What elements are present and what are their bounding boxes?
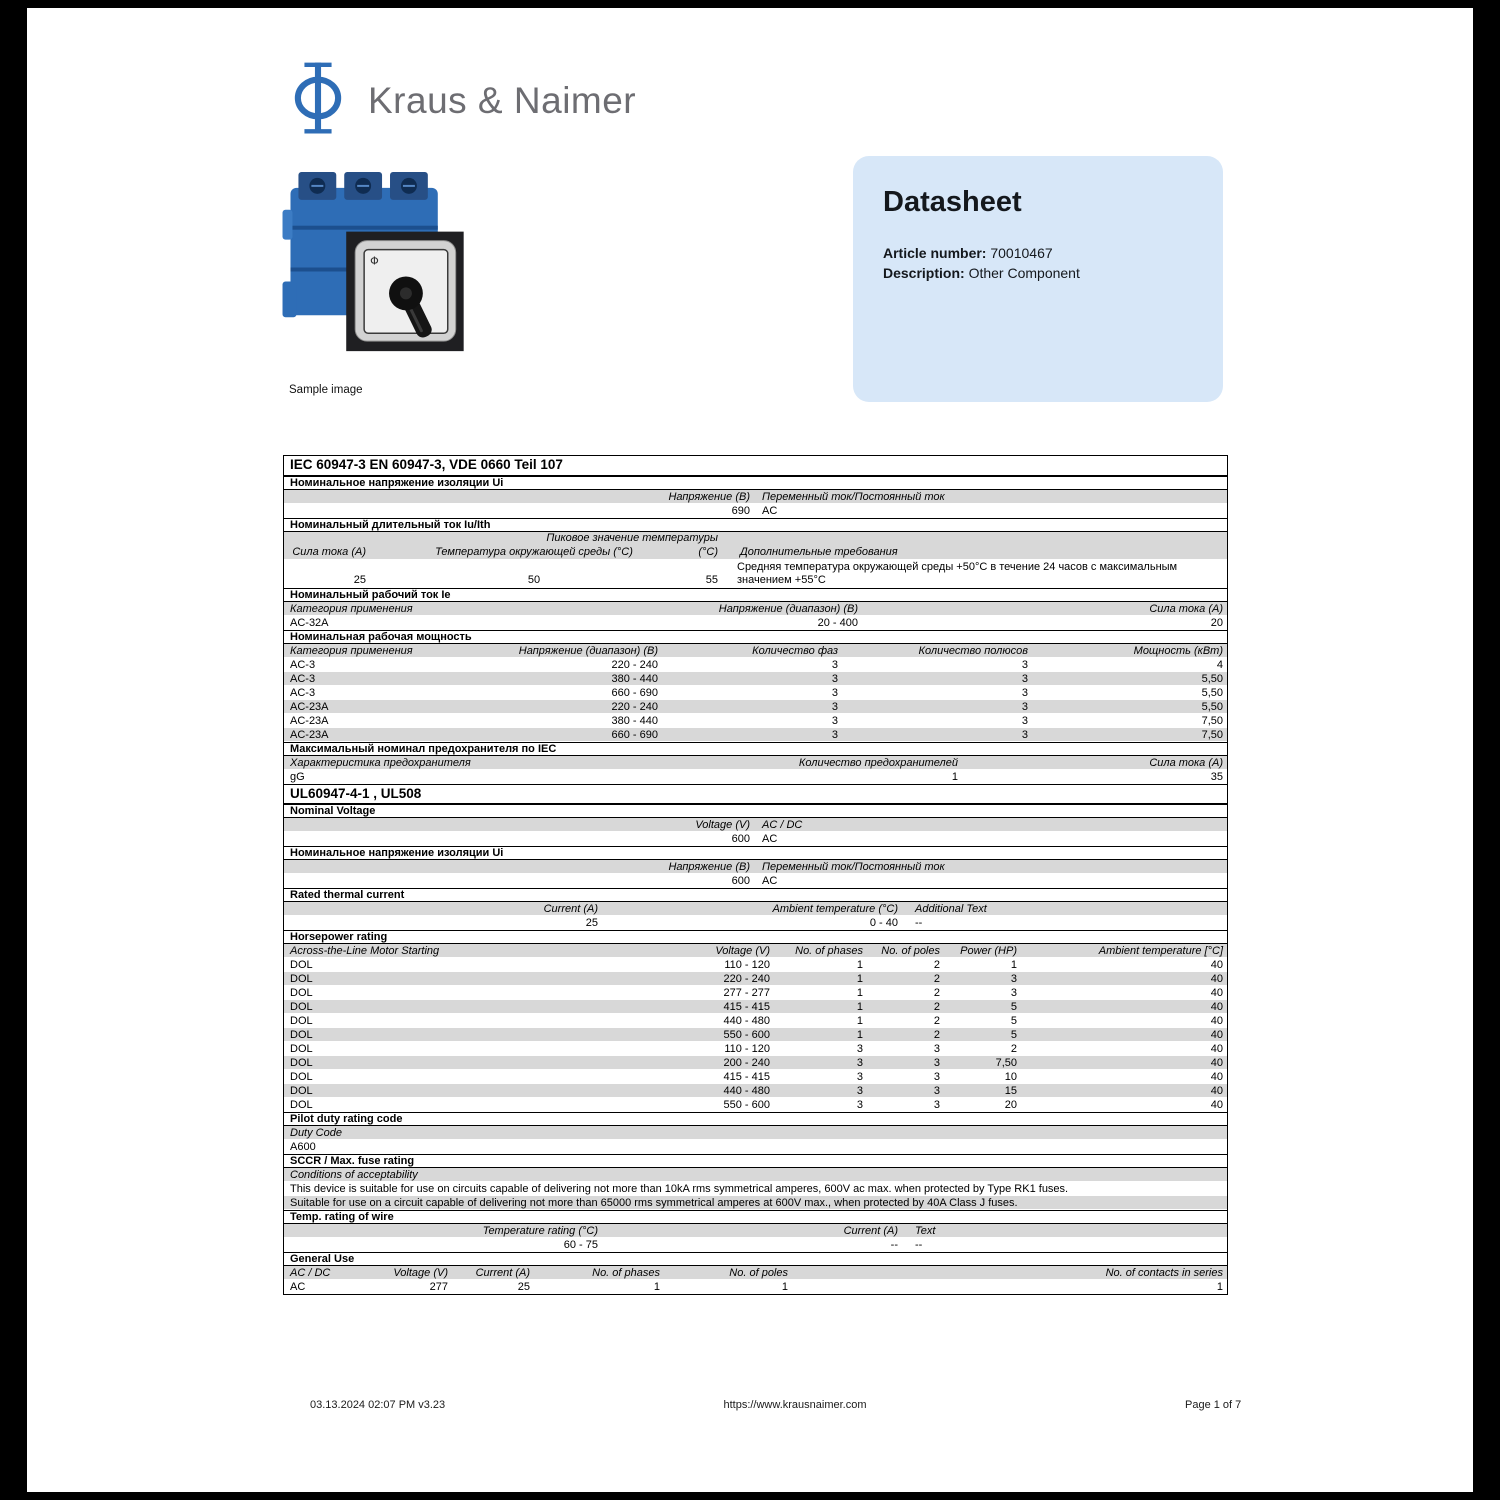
table-cell: 220 - 240 (611, 659, 658, 671)
column-header-row (284, 902, 1227, 916)
table-cell: 277 - 277 (723, 987, 770, 999)
data-row (284, 1028, 1227, 1042)
table-cell: 690 (731, 505, 750, 517)
datasheet-title: Datasheet (883, 186, 1022, 218)
table-cell: Temp. rating of wire (290, 1211, 394, 1223)
document-page (27, 8, 1473, 1492)
table-cell: Мощность (кВт) (1133, 645, 1223, 657)
footer-date-version: 03.13.2024 02:07 PM v3.23 (310, 1399, 446, 1411)
table-cell: 5,50 (1201, 701, 1223, 713)
column-header-row (284, 944, 1227, 958)
table-cell: 3 (1021, 659, 1028, 671)
table-cell: 1 (951, 771, 958, 783)
table-cell: IEC 60947-3 EN 60947-3, VDE 0660 Teil 107 (290, 457, 563, 472)
data-row (284, 1000, 1227, 1014)
subsection-header-row (284, 518, 1227, 532)
table-cell: 5 (1010, 1015, 1017, 1027)
table-cell: AC (762, 833, 778, 845)
table-cell: AC-3 (290, 673, 316, 685)
table-cell: 40 (1210, 1029, 1223, 1041)
data-row (284, 972, 1227, 986)
table-cell: 2 (933, 987, 940, 999)
subsection-header-row (284, 476, 1227, 490)
table-cell: Text (915, 1225, 936, 1237)
table-cell: 3 (1021, 729, 1028, 741)
table-cell: 20 - 400 (817, 617, 858, 629)
data-row (284, 700, 1227, 714)
table-cell: 220 - 240 (723, 973, 770, 985)
table-cell: Максимальный номинал предохранителя по IEC (290, 743, 557, 755)
table-cell: 5,50 (1201, 673, 1223, 685)
table-cell: Количество фаз (752, 645, 838, 657)
data-row (284, 728, 1227, 742)
table-cell: 40 (1210, 1001, 1223, 1013)
table-cell: DOL (290, 973, 313, 985)
table-cell: 1 (1010, 959, 1017, 971)
table-cell: 3 (1010, 987, 1017, 999)
table-cell: Current (A) (843, 1225, 898, 1237)
data-row (284, 616, 1227, 630)
spec-table (283, 455, 1228, 1295)
table-cell: Current (A) (543, 903, 598, 915)
table-cell: Voltage (V) (393, 1267, 448, 1279)
table-cell: 2 (933, 1029, 940, 1041)
table-cell: Temperature rating (°C) (482, 1225, 598, 1237)
table-cell: 380 - 440 (611, 715, 658, 727)
table-cell: Номинальный рабочий ток Ie (290, 589, 451, 601)
subsection-header-row (284, 930, 1227, 944)
table-cell: 3 (933, 1099, 940, 1111)
table-cell: 1 (653, 1281, 660, 1293)
table-cell: 3 (933, 1085, 940, 1097)
table-cell: Duty Code (290, 1127, 342, 1139)
table-cell: Voltage (V) (715, 945, 770, 957)
table-cell: 440 - 480 (723, 1015, 770, 1027)
table-cell: DOL (290, 959, 313, 971)
table-cell: 3 (1021, 673, 1028, 685)
table-cell: 3 (831, 715, 838, 727)
table-cell: 440 - 480 (723, 1085, 770, 1097)
data-row (284, 1196, 1227, 1210)
table-cell: DOL (290, 1099, 313, 1111)
data-row (284, 874, 1227, 888)
table-cell: 3 (831, 729, 838, 741)
table-cell: 4 (1216, 659, 1223, 671)
table-cell: AC-3 (290, 687, 316, 699)
subsection-header-row (284, 1154, 1227, 1168)
table-cell: AC (762, 505, 778, 517)
data-row (284, 958, 1227, 972)
table-cell: 15 (1004, 1085, 1017, 1097)
table-cell: No. of phases (795, 945, 863, 957)
table-cell: Переменный ток/Постоянный ток (762, 861, 945, 873)
table-cell: 3 (933, 1057, 940, 1069)
svg-text:Φ: Φ (370, 254, 379, 268)
table-cell: This device is suitable for use on circuits capable of delivering not more than 10kA rms symmetrical amperes, 600V ac max. when protected by Type RK1 fuses. (290, 1183, 1069, 1195)
table-cell: 3 (933, 1043, 940, 1055)
data-row (284, 916, 1227, 930)
column-header-row (284, 756, 1227, 770)
data-row (284, 686, 1227, 700)
table-cell: AC (290, 1281, 306, 1293)
table-cell: 200 - 240 (723, 1057, 770, 1069)
table-cell: 415 - 415 (723, 1071, 770, 1083)
table-cell: Средняя температура окружающей среды +50°C в течение 24 часов с максимальным значением +55°C (737, 561, 1178, 586)
table-cell: 7,50 (1201, 715, 1223, 727)
table-cell: Переменный ток/Постоянный ток (762, 491, 945, 503)
data-row (284, 1014, 1227, 1028)
description-line (883, 263, 1193, 283)
table-cell: 3 (831, 701, 838, 713)
column-header-row (284, 860, 1227, 874)
subsection-header-row (284, 1112, 1227, 1126)
table-cell: 3 (831, 659, 838, 671)
table-cell: Категория применения (290, 645, 413, 657)
table-cell: Дополнительные требования (740, 546, 898, 558)
table-cell: 25 (585, 917, 598, 929)
table-cell: AC / DC (762, 819, 803, 831)
table-cell: 3 (856, 1085, 863, 1097)
table-cell: DOL (290, 1001, 313, 1013)
table-cell: AC-23A (290, 715, 329, 727)
table-cell: 2 (933, 959, 940, 971)
table-cell: Nominal Voltage (290, 805, 376, 817)
table-cell: No. of contacts in series (1105, 1267, 1223, 1279)
table-cell: Сила тока (А) (292, 546, 366, 558)
datasheet-card (853, 156, 1223, 402)
table-cell: 3 (933, 1071, 940, 1083)
data-row (284, 832, 1227, 846)
footer-page-number: Page 1 of 7 (1185, 1399, 1242, 1411)
table-cell: Voltage (V) (695, 819, 750, 831)
table-cell: 0 - 40 (869, 917, 898, 929)
table-cell: 10 (1004, 1071, 1017, 1083)
table-cell: Suitable for use on a circuit capable of delivering not more than 65000 rms symmetrical amperes at 600V max., when protected by 40A Class J fuses. (290, 1197, 1018, 1209)
table-cell: 50 (527, 574, 541, 586)
table-cell: 2 (933, 973, 940, 985)
table-cell: UL60947-4-1 , UL508 (290, 786, 422, 801)
column-header-row (284, 532, 1227, 560)
table-cell: 3 (831, 673, 838, 685)
description-label: Description: (883, 265, 965, 281)
subsection-header-row (284, 804, 1227, 818)
table-cell: 25 (517, 1281, 530, 1293)
table-cell: 220 - 240 (611, 701, 658, 713)
table-cell: Категория применения (290, 603, 413, 615)
table-cell: -- (915, 1239, 923, 1251)
data-row (284, 560, 1227, 588)
data-row (284, 1140, 1227, 1154)
column-header-row (284, 1266, 1227, 1280)
table-cell: 5 (1010, 1029, 1017, 1041)
table-cell: 415 - 415 (723, 1001, 770, 1013)
data-row (284, 658, 1227, 672)
table-cell: 35 (1210, 771, 1223, 783)
table-cell: 3 (1010, 973, 1017, 985)
table-cell: 1 (1216, 1281, 1223, 1293)
table-cell: Напряжение (диапазон) (В) (718, 603, 858, 615)
table-cell: DOL (290, 1015, 313, 1027)
subsection-header-row (284, 888, 1227, 902)
table-cell: 40 (1210, 959, 1223, 971)
data-row (284, 1280, 1227, 1294)
table-cell: SCCR / Max. fuse rating (290, 1155, 415, 1167)
table-cell: 1 (781, 1281, 788, 1293)
subsection-header-row (284, 846, 1227, 860)
article-number-label: Article number: (883, 245, 987, 261)
column-header-row (284, 602, 1227, 616)
column-header-row (284, 490, 1227, 504)
table-cell: Номинальная рабочая мощность (290, 631, 472, 643)
table-cell: 40 (1210, 987, 1223, 999)
column-header-row (284, 1224, 1227, 1238)
table-cell: 40 (1210, 973, 1223, 985)
column-header-row (284, 1168, 1227, 1182)
table-cell: 277 (429, 1281, 448, 1293)
table-cell: DOL (290, 1071, 313, 1083)
table-cell: 600 (731, 875, 750, 887)
table-cell: Сила тока (А) (1149, 603, 1223, 615)
table-cell: 55 (705, 574, 718, 586)
table-cell: Conditions of acceptability (290, 1169, 418, 1181)
section-header-row (284, 456, 1227, 476)
table-cell: 3 (1021, 715, 1028, 727)
table-cell: 3 (1021, 701, 1028, 713)
table-cell: 7,50 (1201, 729, 1223, 741)
table-cell: 20 (1210, 617, 1223, 629)
table-cell: 1 (856, 1029, 863, 1041)
data-row (284, 1098, 1227, 1112)
table-cell: DOL (290, 1029, 313, 1041)
table-cell: 1 (856, 959, 863, 971)
table-cell: DOL (290, 1057, 313, 1069)
data-row (284, 1238, 1227, 1252)
data-row (284, 672, 1227, 686)
table-cell: 380 - 440 (611, 673, 658, 685)
column-header-row (284, 1126, 1227, 1140)
table-cell: 1 (856, 1015, 863, 1027)
data-row (284, 1070, 1227, 1084)
table-cell: 3 (856, 1099, 863, 1111)
table-cell: 550 - 600 (723, 1099, 770, 1111)
table-cell: Номинальное напряжение изоляции Ui (290, 477, 504, 489)
table-cell: -- (890, 1239, 898, 1251)
table-cell: 1 (856, 987, 863, 999)
table-cell: A600 (290, 1141, 316, 1153)
table-cell: Номинальный длительный ток Iu/Ith (290, 519, 491, 531)
subsection-header-row (284, 1210, 1227, 1224)
table-cell: Current (A) (475, 1267, 530, 1279)
table-cell: 1 (856, 973, 863, 985)
subsection-header-row (284, 588, 1227, 602)
brand-name: Kraus & Naimer (368, 79, 637, 121)
sample-image-caption: Sample image (289, 384, 363, 396)
table-cell: Ambient temperature (°C) (772, 903, 898, 915)
data-row (284, 1056, 1227, 1070)
table-cell: 40 (1210, 1015, 1223, 1027)
table-cell: 3 (831, 687, 838, 699)
product-image (277, 164, 509, 383)
description-value: Other Component (968, 265, 1080, 281)
table-cell: Количество предохранителей (798, 757, 958, 769)
table-cell: 110 - 120 (724, 959, 770, 971)
table-cell: 3 (856, 1043, 863, 1055)
table-cell: 40 (1210, 1099, 1223, 1111)
table-cell: Напряжение (диапазон) (В) (518, 645, 658, 657)
table-cell: AC-32A (290, 617, 329, 629)
table-cell: 550 - 600 (723, 1029, 770, 1041)
table-cell: AC-23A (290, 701, 329, 713)
table-cell: 1 (856, 1001, 863, 1013)
data-row (284, 714, 1227, 728)
data-row (284, 1042, 1227, 1056)
data-row (284, 1182, 1227, 1196)
data-row (284, 504, 1227, 518)
table-cell: 5,50 (1201, 687, 1223, 699)
table-cell: Rated thermal current (290, 889, 405, 901)
brand-header (290, 60, 636, 141)
table-cell: Power (HP) (960, 945, 1017, 957)
table-cell: 7,50 (995, 1057, 1017, 1069)
footer-url-link[interactable]: https://www.krausnaimer.com (723, 1399, 867, 1411)
column-header-row (284, 644, 1227, 658)
table-cell: (°C) (698, 546, 718, 558)
table-cell: Номинальное напряжение изоляции Ui (290, 847, 504, 859)
table-cell: Across-the-Line Motor Starting (290, 945, 440, 957)
subsection-header-row (284, 630, 1227, 644)
table-cell: Pilot duty rating code (290, 1113, 403, 1125)
table-cell: 3 (856, 1071, 863, 1083)
table-cell: 110 - 120 (724, 1043, 770, 1055)
subsection-header-row (284, 1252, 1227, 1266)
table-cell: Характеристика предохранителя (290, 757, 471, 769)
table-cell: AC / DC (290, 1267, 331, 1279)
article-number-value: 70010467 (990, 245, 1053, 261)
table-cell: Ambient temperature [°C] (1098, 945, 1223, 957)
table-cell: 40 (1210, 1057, 1223, 1069)
subsection-header-row (284, 742, 1227, 756)
phi-logo-icon (290, 60, 346, 141)
table-cell: General Use (290, 1253, 355, 1265)
data-row (284, 1084, 1227, 1098)
table-cell: 3 (1021, 687, 1028, 699)
table-cell: 25 (353, 574, 366, 586)
article-number-line (883, 243, 1193, 263)
table-cell: Количество полюсов (918, 645, 1028, 657)
table-cell: No. of poles (881, 945, 940, 957)
data-row (284, 770, 1227, 784)
section-header-row (284, 784, 1227, 804)
table-cell: 2 (933, 1015, 940, 1027)
table-cell: 40 (1210, 1043, 1223, 1055)
table-cell: 660 - 690 (611, 687, 658, 699)
table-cell: No. of poles (729, 1267, 788, 1279)
table-cell: AC-3 (290, 659, 316, 671)
table-cell: Сила тока (А) (1149, 757, 1223, 769)
table-cell: 660 - 690 (611, 729, 658, 741)
table-cell: Напряжение (В) (668, 861, 750, 873)
table-cell: Пиковое значение температуры (546, 532, 718, 544)
table-cell: 40 (1210, 1085, 1223, 1097)
table-cell: DOL (290, 987, 313, 999)
table-cell: 60 - 75 (563, 1239, 598, 1251)
table-cell: Температура окружающей среды (°C) (435, 546, 633, 558)
data-row (284, 986, 1227, 1000)
table-cell: Additional Text (915, 903, 987, 915)
table-cell: AC-23A (290, 729, 329, 741)
table-cell: 2 (1010, 1043, 1017, 1055)
table-cell: 20 (1004, 1099, 1017, 1111)
table-cell: DOL (290, 1085, 313, 1097)
table-cell: 3 (856, 1057, 863, 1069)
table-cell: Horsepower rating (290, 931, 388, 943)
table-cell: DOL (290, 1043, 313, 1055)
table-cell: AC (762, 875, 778, 887)
column-header-row (284, 818, 1227, 832)
table-cell: 5 (1010, 1001, 1017, 1013)
table-cell: 600 (731, 833, 750, 845)
table-cell: No. of phases (592, 1267, 660, 1279)
table-cell: 40 (1210, 1071, 1223, 1083)
table-cell: Напряжение (В) (668, 491, 750, 503)
table-cell: -- (915, 917, 923, 929)
table-cell: gG (290, 771, 305, 783)
table-cell: 2 (933, 1001, 940, 1013)
